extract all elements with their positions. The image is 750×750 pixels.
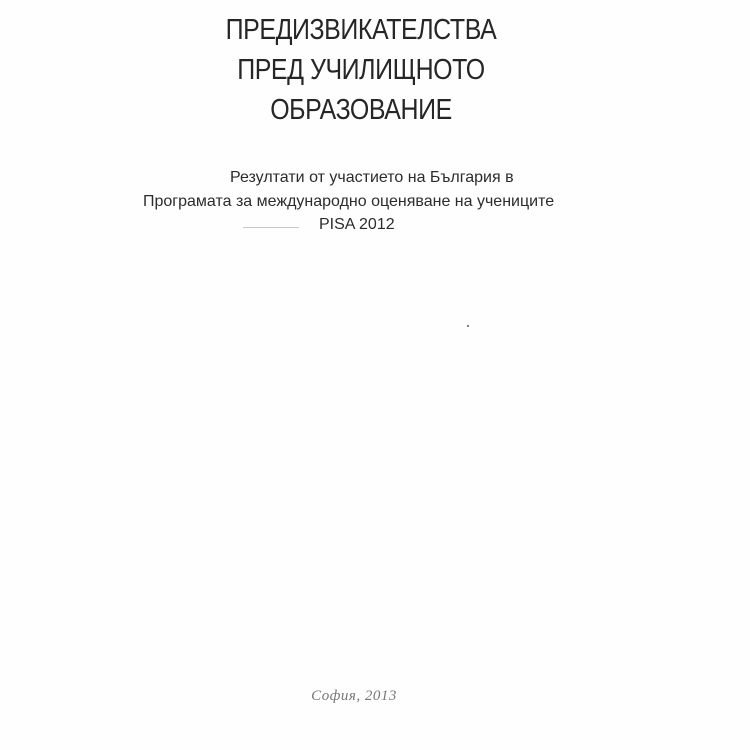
place-and-year: София, 2013 bbox=[311, 688, 397, 704]
document-title bbox=[0, 10, 722, 130]
subtitle-line-3: PISA 2012 bbox=[319, 216, 395, 233]
title-line-3: ОБРАЗОВАНИЕ bbox=[270, 94, 452, 126]
subtitle-line-1: Резултати от участието на България в bbox=[230, 169, 514, 186]
subtitle-line-2: Програмата за международно оценяване на учениците bbox=[143, 193, 555, 210]
title-line-2: ПРЕД УЧИЛИЩНОТО bbox=[237, 54, 485, 86]
faint-divider bbox=[243, 227, 299, 228]
scan-speck bbox=[467, 325, 469, 327]
title-line-1: ПРЕДИЗВИКАТЕЛСТВА bbox=[225, 14, 497, 46]
